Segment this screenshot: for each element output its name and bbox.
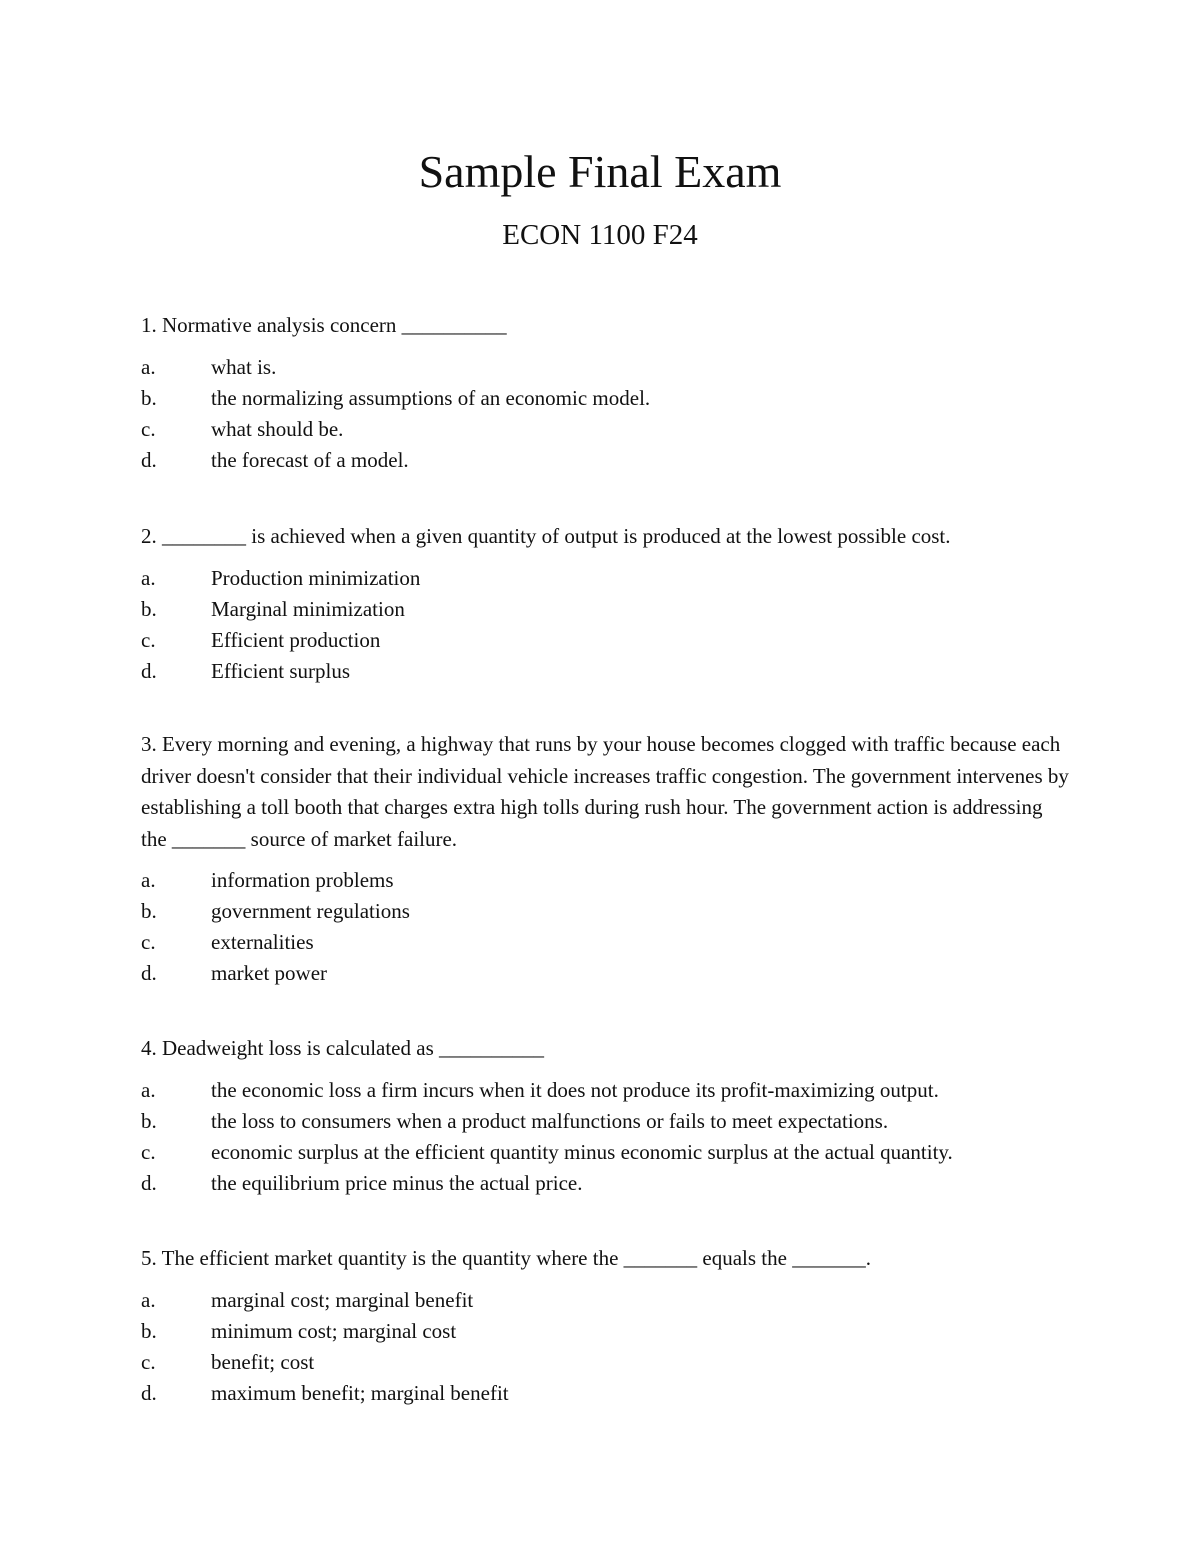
answer-option xyxy=(141,414,1071,445)
answer-option xyxy=(141,1075,1071,1106)
option-text: what should be. xyxy=(211,416,344,441)
answer-option xyxy=(141,594,1071,625)
answer-option xyxy=(141,1285,1071,1316)
option-text: what is. xyxy=(211,354,277,379)
option-text: the forecast of a model. xyxy=(211,447,409,472)
option-text: the normalizing assumptions of an economic model. xyxy=(211,385,651,410)
answer-options xyxy=(141,1285,1071,1409)
answer-option xyxy=(141,1168,1071,1199)
answer-options xyxy=(141,1075,1071,1199)
answer-option xyxy=(141,1378,1071,1409)
answer-option xyxy=(141,1106,1071,1137)
option-letter: c. xyxy=(141,416,156,441)
answer-option xyxy=(141,1137,1071,1168)
answer-options xyxy=(141,563,1071,687)
option-text: market power xyxy=(211,961,328,985)
option-letter: c. xyxy=(141,930,156,954)
option-letter: b. xyxy=(141,1318,157,1343)
option-letter: a. xyxy=(141,868,156,892)
option-text: economic surplus at the efficient quantity minus economic surplus at the actual quantity. xyxy=(211,1139,953,1164)
answer-option xyxy=(141,625,1071,656)
option-text: the equilibrium price minus the actual price. xyxy=(211,1170,583,1195)
document-title: Sample Final Exam xyxy=(418,146,782,197)
option-letter: b. xyxy=(141,385,157,410)
answer-option xyxy=(141,1316,1071,1347)
question-2 xyxy=(141,521,1071,687)
answer-options xyxy=(141,352,1071,476)
option-text: Marginal minimization xyxy=(211,596,405,621)
option-letter: d. xyxy=(141,961,157,985)
option-text: Production minimization xyxy=(211,565,421,590)
option-text: information problems xyxy=(211,868,394,892)
option-letter: c. xyxy=(141,1349,156,1374)
option-text: minimum cost; marginal cost xyxy=(211,1318,457,1343)
course-code: ECON 1100 F24 xyxy=(502,219,698,251)
question-1 xyxy=(141,310,1071,476)
answer-option xyxy=(141,445,1071,476)
option-letter: b. xyxy=(141,596,157,621)
question-text: 1. Normative analysis concern __________ xyxy=(141,313,507,337)
answer-option xyxy=(141,958,1071,989)
option-letter: d. xyxy=(141,1170,157,1195)
answer-option xyxy=(141,352,1071,383)
option-text: Efficient production xyxy=(211,627,381,652)
option-letter: a. xyxy=(141,1287,156,1312)
answer-option xyxy=(141,927,1071,958)
option-letter: a. xyxy=(141,354,156,379)
option-text: marginal cost; marginal benefit xyxy=(211,1287,474,1312)
question-text: 3. Every morning and evening, a highway that runs by your house becomes clogged with traffic because each driver doesn't consider that their individual vehicle increases traffic congestion. The government intervenes by establishing a toll booth that charges extra high tolls during rush hour. The government action is addressing the _______ source of market failure. xyxy=(141,732,1069,851)
option-text: benefit; cost xyxy=(211,1349,315,1374)
option-text: the economic loss a firm incurs when it does not produce its profit-maximizing output. xyxy=(211,1077,939,1102)
answer-option xyxy=(141,563,1071,594)
answer-option xyxy=(141,656,1071,687)
option-letter: a. xyxy=(141,565,156,590)
option-text: the loss to consumers when a product malfunctions or fails to meet expectations. xyxy=(211,1108,889,1133)
question-5 xyxy=(141,1243,1071,1409)
option-letter: d. xyxy=(141,1380,157,1405)
option-text: Efficient surplus xyxy=(211,658,351,683)
question-3 xyxy=(141,729,1071,989)
answer-option xyxy=(141,896,1071,927)
answer-option xyxy=(141,383,1071,414)
option-letter: d. xyxy=(141,658,157,683)
option-letter: b. xyxy=(141,1108,157,1133)
question-4 xyxy=(141,1033,1071,1199)
option-text: maximum benefit; marginal benefit xyxy=(211,1380,509,1405)
answer-option xyxy=(141,1347,1071,1378)
option-letter: c. xyxy=(141,1139,156,1164)
question-text: 2. ________ is achieved when a given quantity of output is produced at the lowest possible cost. xyxy=(141,524,951,548)
option-letter: b. xyxy=(141,899,157,923)
answer-options xyxy=(141,865,1071,989)
option-letter: d. xyxy=(141,447,157,472)
option-text: government regulations xyxy=(211,899,410,923)
option-letter: c. xyxy=(141,627,156,652)
option-text: externalities xyxy=(211,930,314,954)
option-letter: a. xyxy=(141,1077,156,1102)
question-text: 4. Deadweight loss is calculated as __________ xyxy=(141,1036,544,1060)
question-text: 5. The efficient market quantity is the quantity where the _______ equals the _______. xyxy=(141,1246,871,1270)
answer-option xyxy=(141,865,1071,896)
